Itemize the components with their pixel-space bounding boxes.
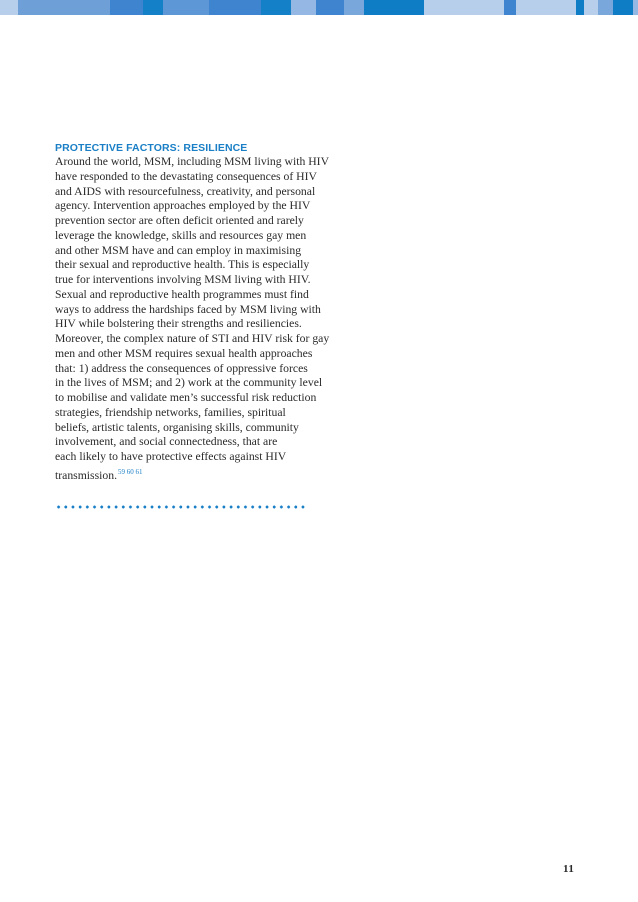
paragraph-line: Around the world, MSM, including MSM living with HIV [55,155,330,168]
paragraph-line: Sexual and reproductive health programmes must find [55,287,309,301]
reference-superscript: 59 60 61 [118,467,143,476]
paragraph-line: each likely to have protective effects against HIV [55,450,287,463]
paragraph-line: leverage the knowledge, skills and resources gay men [55,228,307,242]
page-number: 11 [563,863,575,875]
decorative-color-band [0,0,638,15]
band-segment [18,0,110,15]
paragraph-line: that: 1) address the consequences of oppressive forces [55,361,308,375]
paragraph-line: have responded to the devastating consequences of HIV [55,169,317,183]
paragraph-line: ways to address the hardships faced by MSM living with [55,302,321,316]
paragraph-line: strategies, friendship networks, families, spiritual [55,405,286,419]
band-segment [261,0,291,15]
paragraph-line: and AIDS with resourcefulness, creativity, and personal [55,184,316,198]
band-segment [110,0,143,15]
paragraph-line: their sexual and reproductive health. This is especially [55,258,310,272]
paragraph-line: prevention sector are often deficit oriented and rarely [55,214,304,227]
dotted-divider [55,504,307,510]
band-segment [163,0,209,15]
band-segment [504,0,516,15]
paragraph-line: men and other MSM requires sexual health approaches [55,346,313,360]
band-segment [143,0,163,15]
paragraph-line: and other MSM have and can employ in maximising [55,243,302,257]
paragraph-line: beliefs, artistic talents, organising skills, community [55,420,299,434]
section-heading: PROTECTIVE FACTORS: RESILIENCE [55,142,248,154]
paragraph-line: involvement, and social connectedness, that are [55,435,278,449]
band-segment [209,0,261,15]
paragraph-line: in the lives of MSM; and 2) work at the community level [55,376,323,390]
band-segment [633,0,638,15]
band-segment [613,0,633,15]
band-segment [0,0,18,15]
paragraph-last-line [55,465,325,484]
band-segment [516,0,576,15]
paragraph-line: true for interventions involving MSM living with HIV. [55,273,311,286]
band-segment [344,0,364,15]
paragraph-line: Moreover, the complex nature of STI and HIV risk for gay [55,332,330,345]
last-line-text: transmission. [55,468,118,482]
band-segment [598,0,613,15]
band-segment [576,0,584,15]
band-segment [584,0,598,15]
band-segment [364,0,424,15]
paragraph-line: agency. Intervention approaches employed by the HIV [55,199,311,213]
band-segment [316,0,344,15]
paragraph-line: HIV while bolstering their strengths and resiliencies. [55,317,302,331]
band-segment [424,0,504,15]
paragraph-line: to mobilise and validate men’s successful risk reduction [55,391,317,404]
band-segment [291,0,316,15]
body-paragraph [55,155,330,484]
